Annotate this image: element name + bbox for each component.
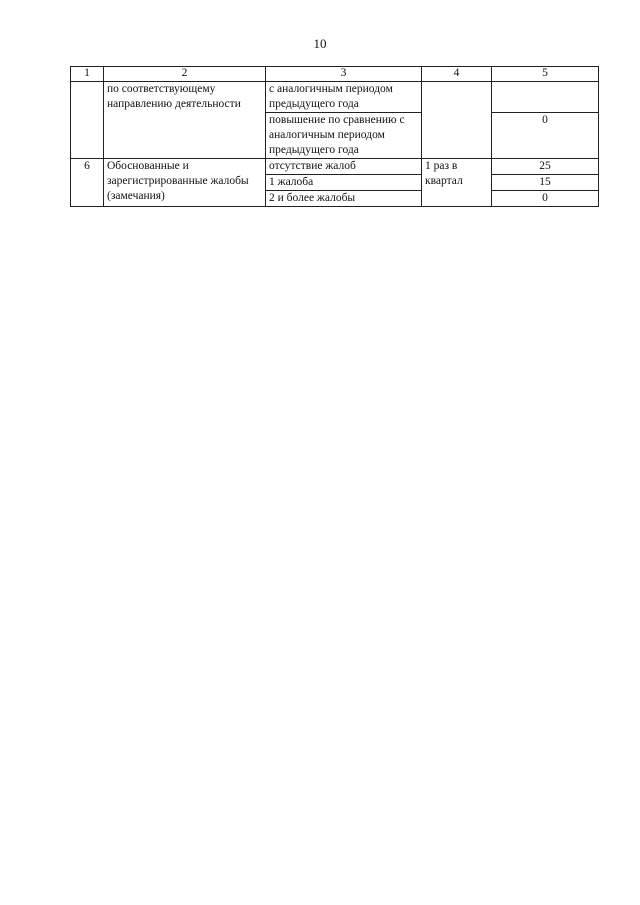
criterion-cell: повышение по сравнению с аналогичным периодом предыдущего года xyxy=(266,113,422,159)
criterion-cell: с аналогичным периодом предыдущего года xyxy=(266,82,422,113)
score-cell: 0 xyxy=(492,113,599,159)
indicator-cell: Обоснованные и зарегистрированные жалобы (замечания) xyxy=(104,159,266,207)
column-header-2: 2 xyxy=(104,67,266,82)
criterion-cell: 2 и более жалобы xyxy=(266,191,422,207)
table-row xyxy=(71,82,599,113)
row-number-cell: 6 xyxy=(71,159,104,207)
table-header-row xyxy=(71,67,599,82)
frequency-cell: 1 раз в квартал xyxy=(422,159,492,207)
column-header-1: 1 xyxy=(71,67,104,82)
column-header-3: 3 xyxy=(266,67,422,82)
table-row xyxy=(71,159,599,175)
score-cell: 15 xyxy=(492,175,599,191)
page-number: 10 xyxy=(313,36,327,51)
score-cell: 25 xyxy=(492,159,599,175)
score-cell: 0 xyxy=(492,191,599,207)
indicator-cell: по соответствующему направлению деятельности xyxy=(104,82,266,159)
criteria-table xyxy=(70,66,599,207)
column-header-4: 4 xyxy=(422,67,492,82)
column-header-5: 5 xyxy=(492,67,599,82)
row-number-cell xyxy=(71,82,104,159)
criterion-cell: отсутствие жалоб xyxy=(266,159,422,175)
frequency-cell xyxy=(422,82,492,159)
score-cell xyxy=(492,82,599,113)
criterion-cell: 1 жалоба xyxy=(266,175,422,191)
